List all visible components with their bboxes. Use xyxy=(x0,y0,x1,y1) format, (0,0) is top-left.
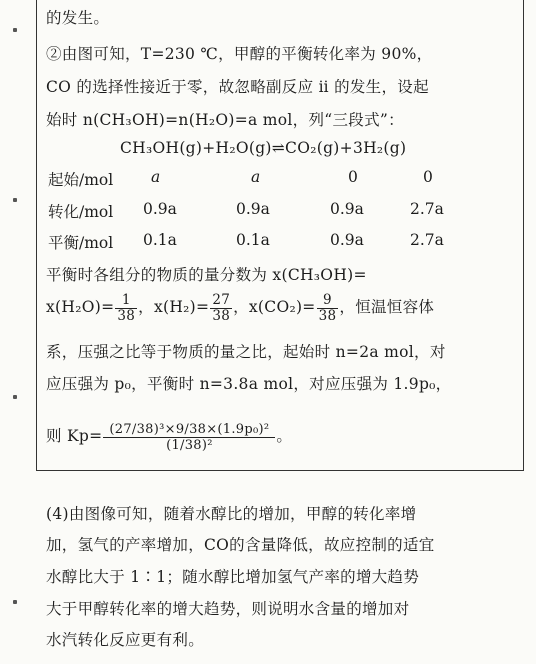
table-cell: 2.7a xyxy=(410,200,444,218)
table-cell: 0.1a xyxy=(143,231,177,249)
table-cell: 0 xyxy=(423,168,433,186)
text-line: 的发生。 xyxy=(46,9,110,27)
table-cell: 0.9a xyxy=(236,200,270,218)
row-label: 起始/mol xyxy=(48,171,114,189)
table-cell: 2.7a xyxy=(410,231,444,249)
text-span: 则 Kp= xyxy=(46,427,103,445)
fraction xyxy=(317,293,339,324)
margin-mark xyxy=(13,28,17,32)
text-span: x(H₂O)= xyxy=(46,298,115,316)
row-label: 转化/mol xyxy=(48,203,114,221)
denominator: 38 xyxy=(212,307,231,324)
table-cell: 0.9a xyxy=(330,231,364,249)
fraction xyxy=(115,293,137,324)
table-cell: 0 xyxy=(348,168,358,186)
reaction-equation: CH₃OH(g)+H₂O(g)⇌CO₂(g)+3H₂(g) xyxy=(120,139,407,157)
fraction-line xyxy=(46,290,434,324)
row-label: 平衡/mol xyxy=(48,234,114,252)
text-line: 水汽转化反应更有利。 xyxy=(46,631,205,649)
text-span: ，x(H₂)= xyxy=(138,298,210,316)
numerator: 27 xyxy=(212,291,231,308)
text-span: 。 xyxy=(276,427,293,445)
kp-expression xyxy=(46,412,292,460)
numerator: 1 xyxy=(115,293,137,309)
text-line: 始时 n(CH₃OH)=n(H₂O)=a mol，列“三段式”： xyxy=(46,111,404,129)
text-line: 水醇比大于 1∶1；随水醇比增加氢气产率的增大趋势 xyxy=(46,568,420,586)
denominator: 38 xyxy=(318,307,337,324)
text-line: ②由图可知，T=230 ℃，甲醇的平衡转化率为 90%， xyxy=(46,45,433,63)
text-line: 平衡时各组分的物质的量分数为 x(CH₃OH)= xyxy=(46,266,367,284)
table-cell: 0.1a xyxy=(236,231,270,249)
table-cell: a xyxy=(251,168,261,186)
text-line: CO 的选择性接近于零，故忽略副反应 ⅱ 的发生，设起 xyxy=(46,78,429,96)
text-line: (4)由图像可知，随着水醇比的增加，甲醇的转化率增 xyxy=(46,505,417,523)
margin-mark xyxy=(13,395,17,399)
numerator: (27/38)³×9/38×(1.9p₀)² xyxy=(103,422,275,438)
fraction xyxy=(210,293,232,324)
table-cell: a xyxy=(151,168,161,186)
margin-mark xyxy=(13,198,17,202)
text-span: ，x(CO₂)= xyxy=(233,298,316,316)
margin-mark xyxy=(13,600,17,604)
denominator: 38 xyxy=(117,307,136,324)
text-line: 大于甲醇转化率的增大趋势，则说明水含量的增加对 xyxy=(46,600,410,618)
denominator: (1/38)² xyxy=(166,437,213,453)
numerator: 9 xyxy=(317,293,339,309)
text-line: 应压强为 p₀，平衡时 n=3.8a mol，对应压强为 1.9p₀， xyxy=(46,375,452,393)
table-cell: 0.9a xyxy=(143,200,177,218)
text-line: 加，氢气的产率增加，CO的含量降低，故应控制的适宜 xyxy=(46,536,435,554)
text-line: 系，压强之比等于物质的量之比，起始时 n=2a mol，对 xyxy=(46,343,446,361)
fraction xyxy=(103,422,275,453)
table-cell: 0.9a xyxy=(330,200,364,218)
text-span: ，恒温恒容体 xyxy=(339,298,435,316)
